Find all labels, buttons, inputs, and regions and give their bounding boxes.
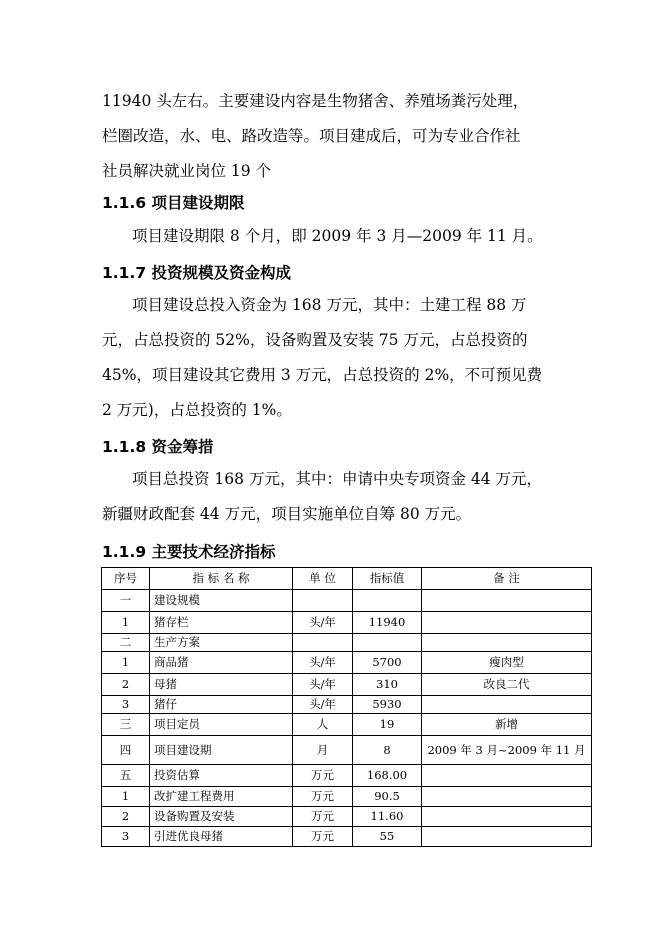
table-cell: 头/年 xyxy=(293,612,353,634)
table-cell: 改良二代 xyxy=(422,674,592,696)
table-cell: 项目定员 xyxy=(150,714,293,736)
table-cell: 头/年 xyxy=(293,696,353,714)
header-cell: 序号 xyxy=(102,568,150,590)
table-cell: 310 xyxy=(353,674,422,696)
table-cell: 月 xyxy=(293,736,353,765)
table-cell: 生产方案 xyxy=(150,634,293,652)
section-116-paragraph xyxy=(102,219,592,254)
table-cell: 8 xyxy=(353,736,422,765)
table-cell: 五 xyxy=(102,765,150,787)
header-cell: 指标值 xyxy=(353,568,422,590)
table-cell: 一 xyxy=(102,590,150,612)
section-heading-119: 1.1.9 主要技术经济指标 xyxy=(102,543,276,561)
table-cell xyxy=(422,612,592,634)
table-cell: 新增 xyxy=(422,714,592,736)
table-cell xyxy=(353,634,422,652)
table-cell: 2 xyxy=(102,674,150,696)
header-cell: 指 标 名 称 xyxy=(150,568,293,590)
table-row xyxy=(102,652,592,674)
table-row xyxy=(102,765,592,787)
table-cell: 3 xyxy=(102,696,150,714)
table-row xyxy=(102,714,592,736)
table-cell: 万元 xyxy=(293,765,353,787)
table-cell: 2 xyxy=(102,807,150,827)
table-cell xyxy=(293,634,353,652)
table-cell xyxy=(422,590,592,612)
table-cell: 四 xyxy=(102,736,150,765)
table-cell: 168.00 xyxy=(353,765,422,787)
text-line: 栏圈改造，水、电、路改造等。项目建成后，可为专业合作社 xyxy=(102,127,521,145)
text-line: 2 万元)，占总投资的 1%。 xyxy=(102,401,292,419)
table-row xyxy=(102,612,592,634)
section-heading-117: 1.1.7 投资规模及资金构成 xyxy=(102,264,292,282)
table-cell: 设备购置及安装 xyxy=(150,807,293,827)
table-cell xyxy=(293,590,353,612)
table-cell xyxy=(353,590,422,612)
indicator-table xyxy=(101,567,592,847)
table-cell: 项目建设期 xyxy=(150,736,293,765)
table-cell: 商品猪 xyxy=(150,652,293,674)
table-cell: 母猪 xyxy=(150,674,293,696)
table-cell: 引进优良母猪 xyxy=(150,827,293,847)
section-117-paragraph xyxy=(102,288,592,428)
section-heading-116: 1.1.6 项目建设期限 xyxy=(102,194,245,212)
text-line: 45%，项目建设其它费用 3 万元，占总投资的 2%，不可预见费 xyxy=(102,366,543,384)
header-cell: 备 注 xyxy=(422,568,592,590)
table-cell: 万元 xyxy=(293,827,353,847)
text-line: 社员解决就业岗位 19 个 xyxy=(102,162,272,180)
table-cell: 11940 xyxy=(353,612,422,634)
table-header-row xyxy=(102,568,592,590)
table-cell: 三 xyxy=(102,714,150,736)
table-row xyxy=(102,590,592,612)
table-cell: 5700 xyxy=(353,652,422,674)
table-cell: 二 xyxy=(102,634,150,652)
table-cell: 1 xyxy=(102,652,150,674)
header-cell: 单 位 xyxy=(293,568,353,590)
table-cell: 万元 xyxy=(293,807,353,827)
table-cell: 1 xyxy=(102,612,150,634)
table-cell: 55 xyxy=(353,827,422,847)
table-cell xyxy=(422,634,592,652)
table-cell: 90.5 xyxy=(353,787,422,807)
table-cell xyxy=(422,696,592,714)
table-cell xyxy=(422,807,592,827)
table-cell: 建设规模 xyxy=(150,590,293,612)
table-row xyxy=(102,736,592,765)
table-cell: 头/年 xyxy=(293,674,353,696)
table-cell: 1 xyxy=(102,787,150,807)
intro-paragraph xyxy=(102,84,592,189)
table-cell: 猪存栏 xyxy=(150,612,293,634)
table-cell: 头/年 xyxy=(293,652,353,674)
text-line: 项目建设总投入资金为 168 万元，其中：土建工程 88 万 xyxy=(132,296,527,314)
table-cell xyxy=(422,827,592,847)
table-cell: 5930 xyxy=(353,696,422,714)
table-row xyxy=(102,696,592,714)
table-row xyxy=(102,634,592,652)
text-line: 项目总投资 168 万元，其中：申请中央专项资金 44 万元， xyxy=(132,470,543,488)
table-cell xyxy=(422,765,592,787)
table-row xyxy=(102,787,592,807)
table-cell: 19 xyxy=(353,714,422,736)
table-cell: 11.60 xyxy=(353,807,422,827)
section-118-paragraph xyxy=(102,462,592,532)
table-cell: 万元 xyxy=(293,787,353,807)
table-cell: 瘦肉型 xyxy=(422,652,592,674)
table-row xyxy=(102,674,592,696)
text-line: 元，占总投资的 52%，设备购置及安装 75 万元，占总投资的 xyxy=(102,331,528,349)
table-row xyxy=(102,807,592,827)
text-line: 项目建设期限 8 个月，即 2009 年 3 月—2009 年 11 月。 xyxy=(132,227,543,245)
table-cell: 投资估算 xyxy=(150,765,293,787)
table-cell xyxy=(422,787,592,807)
table-cell: 2009 年 3 月~2009 年 11 月 xyxy=(422,736,592,765)
table-cell: 猪仔 xyxy=(150,696,293,714)
table-cell: 人 xyxy=(293,714,353,736)
table-cell: 3 xyxy=(102,827,150,847)
section-heading-118: 1.1.8 资金筹措 xyxy=(102,438,214,456)
table-row xyxy=(102,827,592,847)
table-cell: 改扩建工程费用 xyxy=(150,787,293,807)
text-line: 新疆财政配套 44 万元，项目实施单位自筹 80 万元。 xyxy=(102,505,472,523)
text-line: 11940 头左右。主要建设内容是生物猪舍、养殖场粪污处理， xyxy=(102,92,529,110)
